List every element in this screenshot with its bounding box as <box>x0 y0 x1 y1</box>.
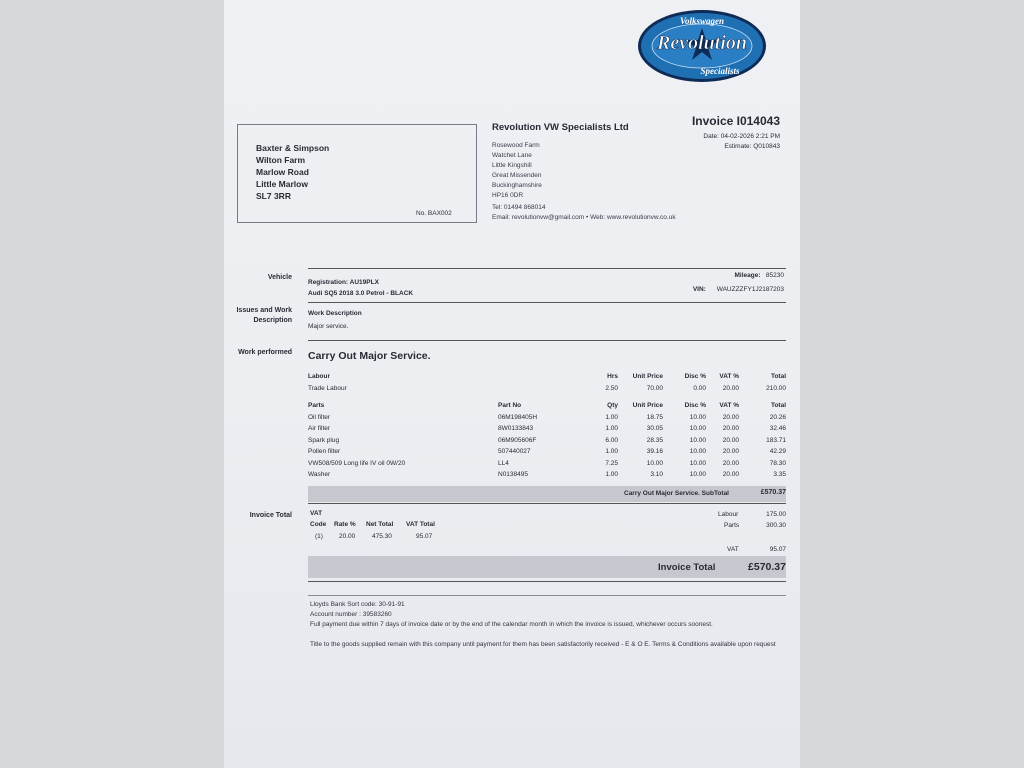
table-row <box>308 383 786 395</box>
table-row <box>308 446 786 458</box>
part-no: 06M198405H <box>498 413 538 421</box>
part-desc: Oil filter <box>308 413 331 421</box>
unit-price-header: Unit Price <box>632 402 663 410</box>
qty-header: Qty <box>607 402 618 410</box>
work-description-text: Major service. <box>308 323 349 330</box>
vin-label: VIN: <box>692 286 706 293</box>
vat-rate-header: Rate % <box>334 521 356 529</box>
company-address <box>492 141 676 223</box>
work-description-heading: Work Description <box>308 310 362 317</box>
part-total: 42.29 <box>769 448 786 456</box>
invoice-page <box>224 0 800 768</box>
title-terms: Title to the goods supplied remain with this company until payment for them has been satisfactorily received - E & O E. Terms & Conditions available upon request <box>310 641 776 648</box>
job-title: Carry Out Major Service. <box>308 350 431 362</box>
vat-summary-table <box>310 519 446 542</box>
customer-address <box>256 142 329 202</box>
part-qty: 7.25 <box>605 459 618 467</box>
part-total: 20.26 <box>769 413 786 421</box>
divider <box>308 581 786 582</box>
vat-header: VAT % <box>719 373 739 381</box>
part-total: 78.30 <box>769 459 786 467</box>
part-desc: Pollen filter <box>308 448 341 456</box>
customer-address-line: Wilton Farm <box>256 155 306 165</box>
bank-sort-code: Lloyds Bank Sort code: 30-91-91 <box>310 601 405 608</box>
labour-table <box>308 371 786 394</box>
parts-total-label: Parts <box>724 522 740 529</box>
mileage-label: Mileage: <box>734 272 761 279</box>
table-row <box>308 458 786 470</box>
part-no: 507440027 <box>498 448 531 456</box>
vat-total: 95.07 <box>416 532 433 540</box>
subtotal-value: £570.37 <box>760 489 786 496</box>
footer <box>310 600 790 650</box>
part-total: 3.35 <box>773 471 786 479</box>
part-qty: 1.00 <box>605 413 618 421</box>
invoice-meta <box>703 132 780 152</box>
part-no: N0138495 <box>498 471 528 479</box>
part-vat: 20.00 <box>722 425 739 433</box>
vat-amount-value: 95.07 <box>769 546 786 553</box>
part-vat: 20.00 <box>722 471 739 479</box>
parts-header: Parts <box>308 402 325 410</box>
part-disc: 10.00 <box>689 471 706 479</box>
part-vat: 20.00 <box>722 448 739 456</box>
divider <box>308 340 786 341</box>
table-row <box>310 531 446 543</box>
divider <box>308 268 786 269</box>
parts-total-value: 300.30 <box>766 522 786 529</box>
total-header: Total <box>770 402 786 410</box>
part-disc: 10.00 <box>689 459 706 467</box>
net-total: 475.30 <box>372 532 392 540</box>
divider <box>308 302 786 303</box>
part-no: 8W0133843 <box>498 425 534 433</box>
part-qty: 1.00 <box>605 425 618 433</box>
part-unit-price: 28.35 <box>646 436 663 444</box>
vehicle-label: Vehicle <box>267 274 292 281</box>
mileage <box>734 272 784 279</box>
company-address-line: Buckinghamshire <box>492 182 542 189</box>
part-qty: 1.00 <box>605 448 618 456</box>
company-name: Revolution VW Specialists Ltd <box>492 122 629 133</box>
vin-value: WAUZZZFY1J2187203 <box>716 286 784 293</box>
parts-table <box>308 400 786 481</box>
payment-terms: Full payment due within 7 days of invoice date or by the end of the calendar month in which the invoice is issued, whichever occurs soonest. <box>310 621 713 628</box>
part-desc: Spark plug <box>308 436 340 444</box>
part-vat: 20.00 <box>722 436 739 444</box>
part-unit-price: 18.75 <box>646 413 663 421</box>
vehicle-model: Audi SQ5 2018 3.0 Petrol - BLACK <box>308 290 414 297</box>
part-disc: 10.00 <box>689 413 706 421</box>
vat-code-header: Code <box>310 521 327 529</box>
disc-header: Disc % <box>684 373 706 381</box>
part-desc: VW508/509 Long life IV oil 0W/20 <box>308 459 406 467</box>
company-address-line: HP16 0DR <box>492 192 524 199</box>
labour-total: 210.00 <box>766 384 786 392</box>
vat-code: (1) <box>315 532 323 540</box>
labour-header: Labour <box>308 373 331 381</box>
part-qty: 1.00 <box>605 471 618 479</box>
customer-name: Baxter & Simpson <box>256 143 330 153</box>
labour-total-value: 175.00 <box>766 511 786 518</box>
divider <box>308 503 786 504</box>
subtotal-label: Carry Out Major Service. SubTotal <box>624 490 729 497</box>
labour-desc: Trade Labour <box>308 384 347 392</box>
part-disc: 10.00 <box>689 436 706 444</box>
part-disc: 10.00 <box>689 425 706 433</box>
part-unit-price: 3.10 <box>650 471 663 479</box>
revolution-logo <box>636 8 768 84</box>
part-vat: 20.00 <box>722 413 739 421</box>
vat-summary-title: VAT <box>310 510 323 517</box>
unit-price-header: Unit Price <box>632 373 663 381</box>
part-unit-price: 10.00 <box>646 459 663 467</box>
bank-account-number: Account number : 39583260 <box>310 611 392 618</box>
company-address-line: Rosewood Farm <box>492 142 540 149</box>
vehicle-registration: Registration: AU19PLX <box>308 279 379 286</box>
vat-total-header: VAT Total <box>406 521 435 529</box>
customer-postcode: SL7 3RR <box>256 191 291 201</box>
labour-vat: 20.00 <box>722 384 739 392</box>
part-vat: 20.00 <box>722 459 739 467</box>
logo-top-text: Volkswagen <box>679 16 725 26</box>
logo-main-text: Revolution <box>656 32 748 54</box>
part-unit-price: 39.16 <box>646 448 663 456</box>
disc-header: Disc % <box>684 402 706 410</box>
table-row <box>308 469 786 481</box>
labour-unit-price: 70.00 <box>646 384 663 392</box>
part-desc: Washer <box>308 471 331 479</box>
labour-header-row <box>308 371 786 383</box>
invoice-date: Date: 04-02-2026 2:21 PM <box>703 133 780 140</box>
labour-hrs: 2.50 <box>605 384 618 392</box>
mileage-value: 85230 <box>765 272 784 279</box>
invoice-total-value: £570.37 <box>748 561 786 573</box>
net-total-header: Net Total <box>366 521 394 529</box>
part-disc: 10.00 <box>689 448 706 456</box>
hrs-header: Hrs <box>607 373 618 381</box>
total-header: Total <box>770 373 786 381</box>
part-no-header: Part No <box>498 402 522 410</box>
part-total: 32.46 <box>769 425 786 433</box>
customer-address-line: Marlow Road <box>256 167 309 177</box>
customer-account-number: No. BAX002 <box>416 210 452 217</box>
company-email-web: Email: revolutionvw@gmail.com • Web: www.revolutionvw.co.uk <box>492 214 676 221</box>
table-row <box>308 412 786 424</box>
estimate-number: Estimate: Q010843 <box>724 143 780 150</box>
vin <box>693 286 784 293</box>
parts-header-row <box>308 400 786 412</box>
vat-rate: 20.00 <box>339 532 356 540</box>
part-no: 06M905606F <box>498 436 537 444</box>
logo-bottom-text: Specialists <box>700 66 740 76</box>
vat-header: VAT % <box>719 402 739 410</box>
work-performed-label: Work performed <box>238 349 292 356</box>
divider <box>308 595 786 596</box>
company-address-line: Little Kingshill <box>492 162 532 169</box>
part-total: 183.71 <box>766 436 786 444</box>
labour-disc: 0.00 <box>693 384 706 392</box>
company-address-line: Great Missenden <box>492 172 542 179</box>
vat-amount-label: VAT <box>727 546 739 553</box>
company-address-line: Watchet Lane <box>492 152 532 159</box>
part-no: LL4 <box>498 459 509 467</box>
table-row <box>308 435 786 447</box>
labour-total-label: Labour <box>718 511 739 518</box>
invoice-title: Invoice I014043 <box>691 114 780 128</box>
table-row <box>308 423 786 435</box>
invoice-total-label: Invoice Total <box>249 512 292 519</box>
part-desc: Air filter <box>308 425 331 433</box>
part-unit-price: 30.05 <box>646 425 663 433</box>
issues-label: Issues and Work Description <box>236 307 292 324</box>
company-tel: Tel: 01494 868014 <box>492 204 546 211</box>
invoice-total-text: Invoice Total <box>658 562 716 573</box>
part-qty: 6.00 <box>605 436 618 444</box>
customer-address-line: Little Marlow <box>256 179 308 189</box>
